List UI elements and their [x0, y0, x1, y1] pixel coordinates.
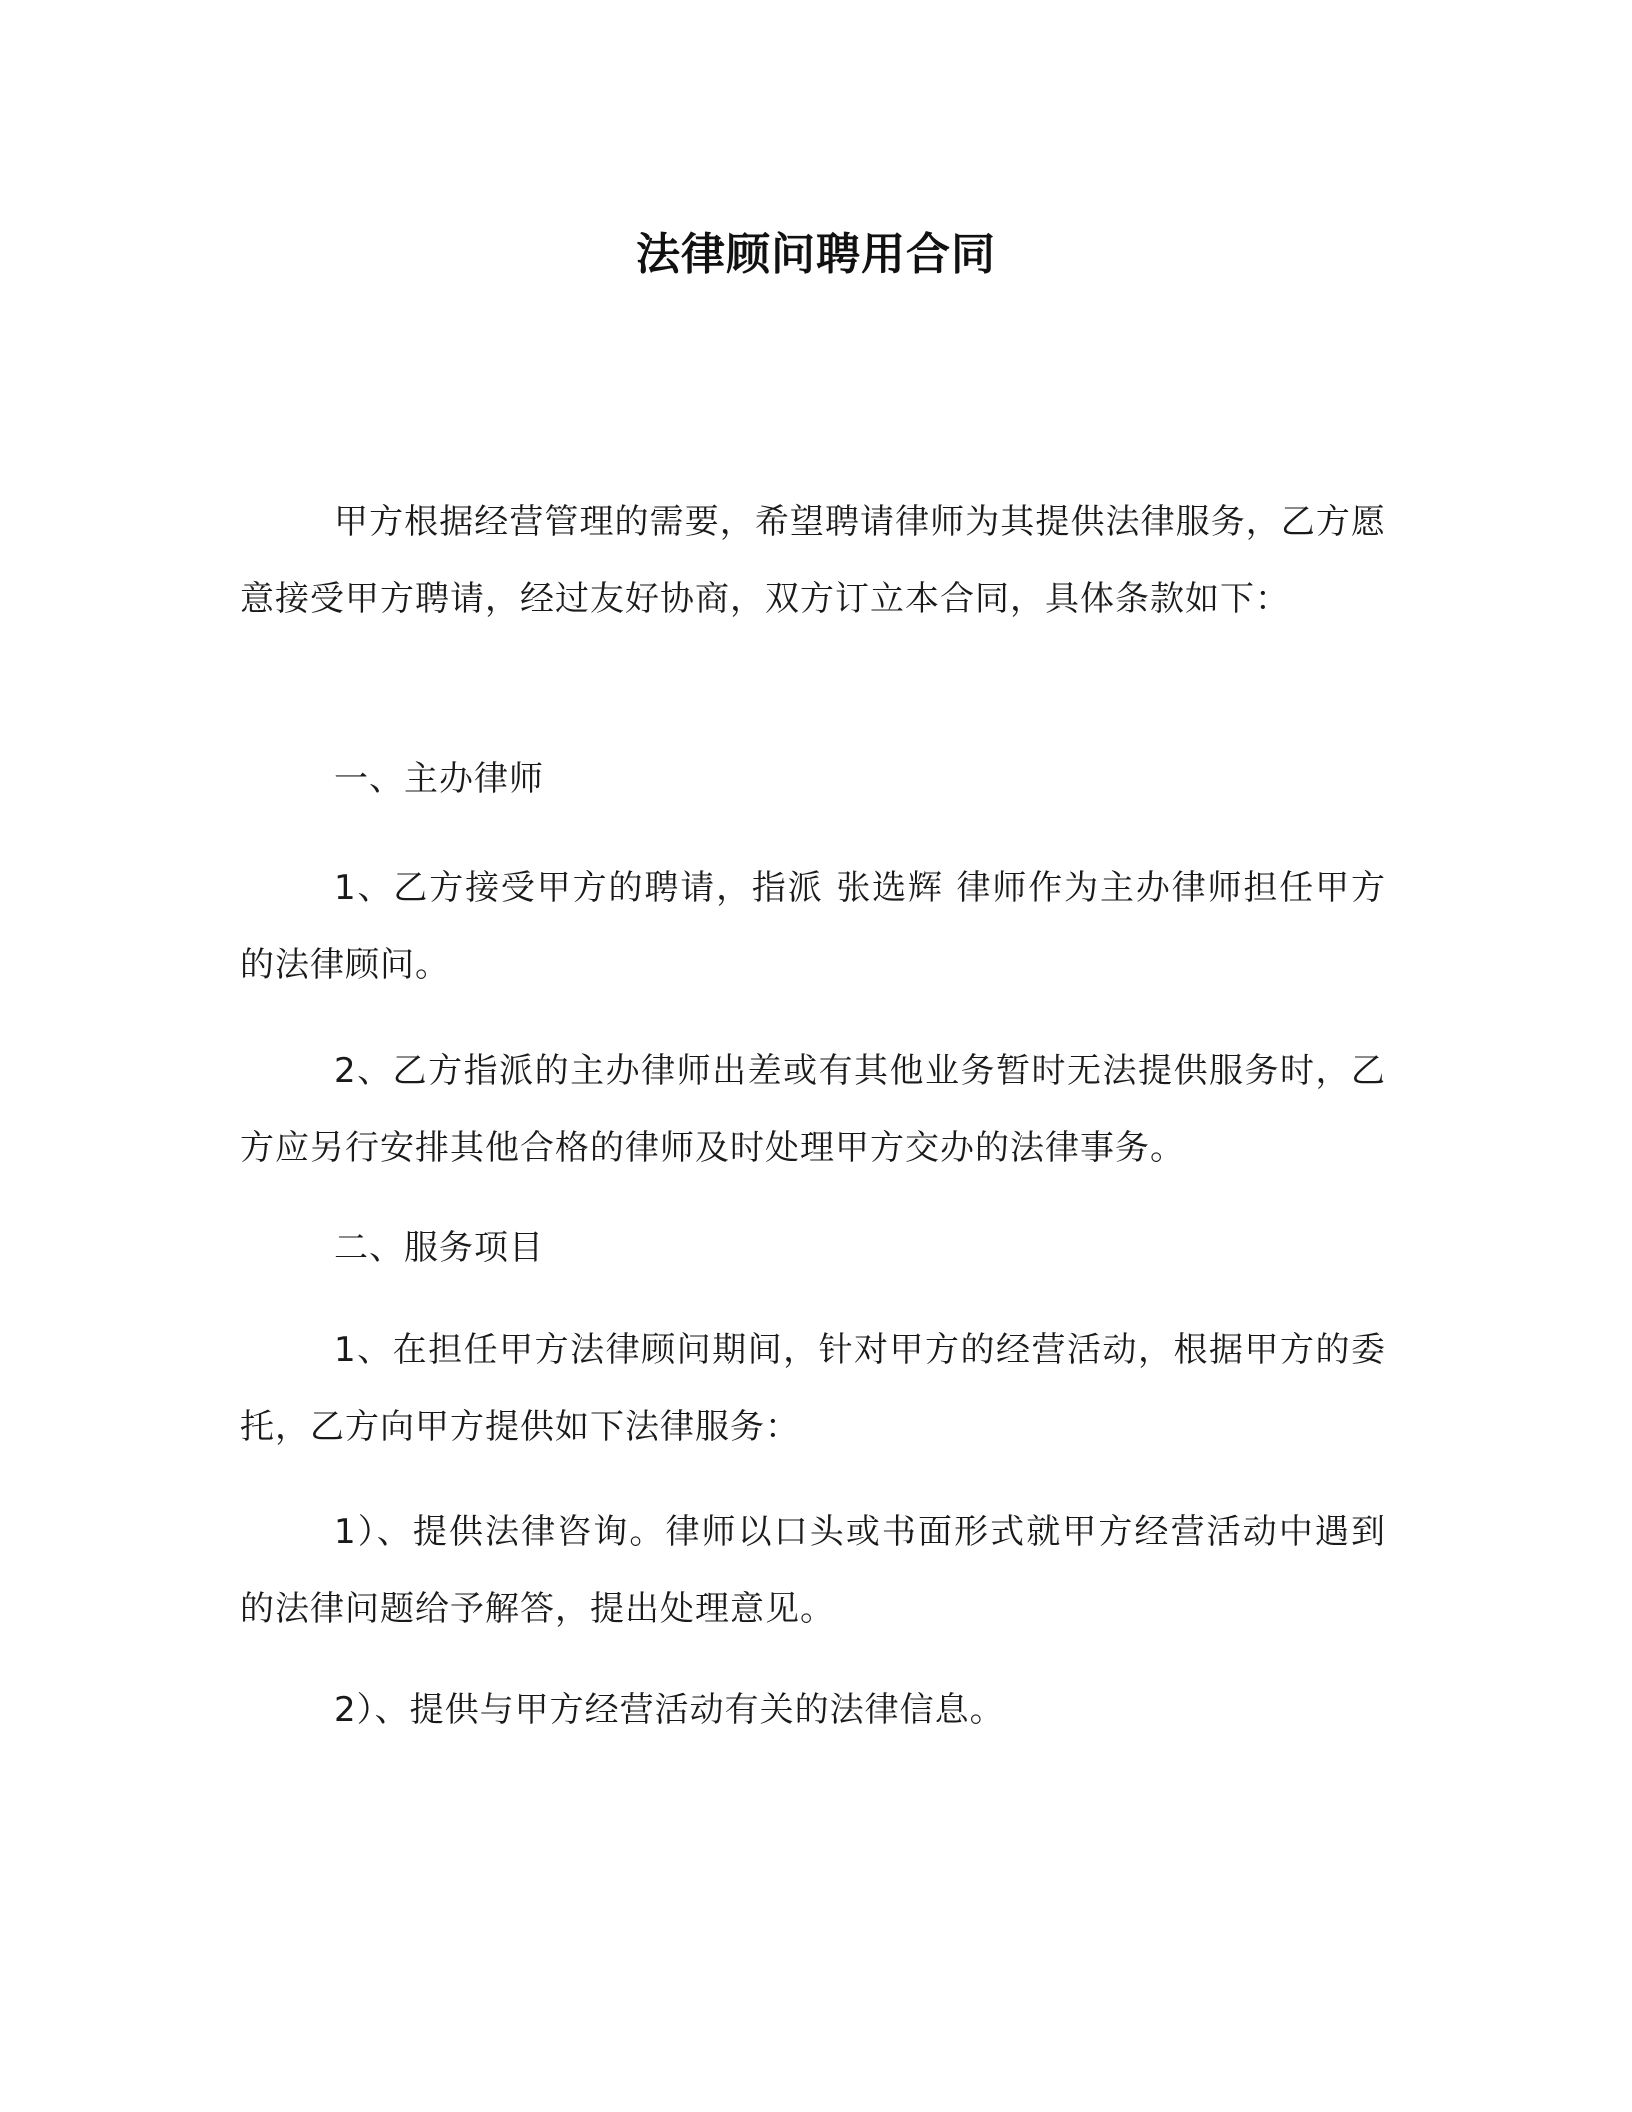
document-title: 法律顾问聘用合同: [636, 229, 996, 280]
clause-1-2: 2、乙方指派的主办律师出差或有其他业务暂时无法提供服务时，乙方应另行安排其他合格的律师及时处理甲方交办的法律事务。: [240, 1051, 1386, 1168]
intro-paragraph: 甲方根据经营管理的需要，希望聘请律师为其提供法律服务，乙方愿意接受甲方聘请，经过友好协商，双方订立本合同，具体条款如下：: [240, 502, 1386, 619]
clause-2-1-item-2: 2）、提供与甲方经营活动有关的法律信息。: [334, 1690, 1005, 1730]
section-heading-services: 二、服务项目: [334, 1228, 544, 1268]
clause-1-1: 1、乙方接受甲方的聘请，指派 张选辉 律师作为主办律师担任甲方的法律顾问。: [240, 868, 1386, 985]
clause-2-1-item-1: 1）、提供法律咨询。律师以口头或书面形式就甲方经营活动中遇到的法律问题给予解答，提出处理意见。: [240, 1512, 1386, 1629]
clause-2-1: 1、在担任甲方法律顾问期间，针对甲方的经营活动，根据甲方的委托，乙方向甲方提供如下法律服务：: [240, 1330, 1386, 1447]
section-heading-lead-lawyer: 一、主办律师: [334, 759, 544, 799]
